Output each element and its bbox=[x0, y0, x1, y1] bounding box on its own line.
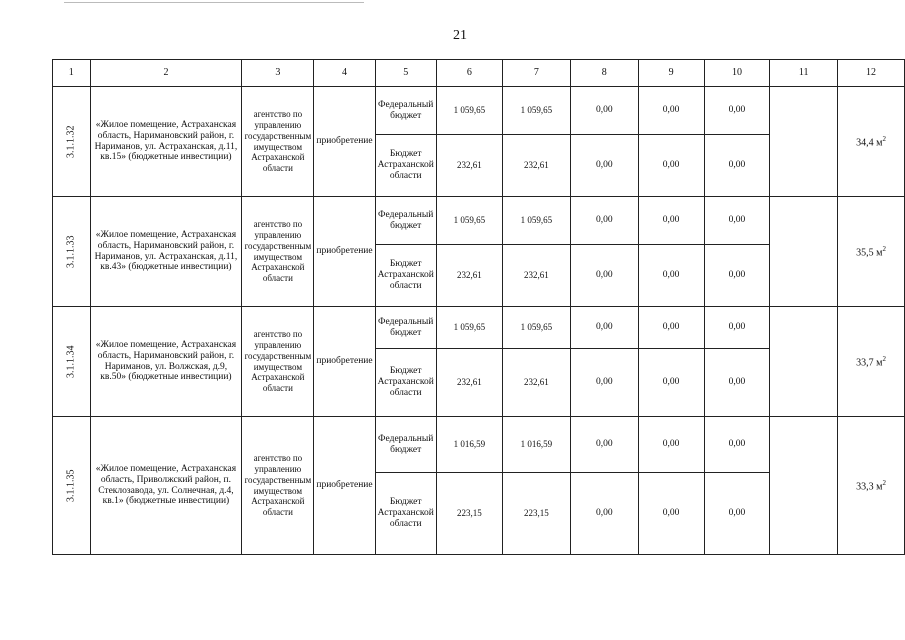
header-row bbox=[53, 60, 905, 87]
budget-source: Бюджет Астраханской области bbox=[375, 473, 436, 555]
object-description: «Жилое помещение, Астраханская область, Наримановский район, г. Нариманов, ул. Волжская, д.9, кв.50» (бюджетные инвестиции) bbox=[90, 307, 242, 417]
action-cell: приобретение bbox=[314, 307, 375, 417]
value-cell: 0,00 bbox=[704, 417, 770, 473]
value-cell: 0,00 bbox=[638, 87, 704, 135]
value-cell: 0,00 bbox=[638, 349, 704, 417]
area-cell: 33,3 $м^2$ bbox=[838, 417, 905, 555]
table-row bbox=[53, 197, 905, 245]
empty-cell bbox=[770, 87, 838, 197]
value-cell: 0,00 bbox=[570, 307, 638, 349]
value-cell: 1 059,65 bbox=[436, 197, 502, 245]
budget-source: Бюджет Астраханской области bbox=[375, 349, 436, 417]
page-number: 21 bbox=[453, 28, 467, 43]
object-description: «Жилое помещение, Астраханская область, Наримановский район, г. Нариманов, ул. Астраханская, д.11, кв.43» (бюджетные инвестиции) bbox=[90, 197, 242, 307]
value-cell: 223,15 bbox=[436, 473, 502, 555]
header-cell: 2 bbox=[90, 60, 242, 87]
value-cell: 1 059,65 bbox=[436, 87, 502, 135]
value-cell: 0,00 bbox=[638, 307, 704, 349]
empty-cell bbox=[770, 197, 838, 307]
value-cell: 0,00 bbox=[704, 307, 770, 349]
action-cell: приобретение bbox=[314, 197, 375, 307]
value-cell: 0,00 bbox=[638, 135, 704, 197]
value-cell: 0,00 bbox=[570, 473, 638, 555]
header-cell: 3 bbox=[242, 60, 314, 87]
agency-cell: агентство по управлению государственным имуществом Астраханской области bbox=[242, 417, 314, 555]
empty-cell bbox=[770, 417, 838, 555]
value-cell: 232,61 bbox=[502, 349, 570, 417]
value-cell: 0,00 bbox=[704, 197, 770, 245]
value-cell: 232,61 bbox=[436, 135, 502, 197]
budget-source: Федеральный бюджет bbox=[375, 307, 436, 349]
table-row bbox=[53, 87, 905, 135]
header-cell: 1 bbox=[53, 60, 91, 87]
header-cell: 7 bbox=[502, 60, 570, 87]
budget-source: Бюджет Астраханской области bbox=[375, 245, 436, 307]
value-cell: 232,61 bbox=[436, 245, 502, 307]
action-cell: приобретение bbox=[314, 87, 375, 197]
value-cell: 1 016,59 bbox=[436, 417, 502, 473]
value-cell: 1 059,65 bbox=[502, 87, 570, 135]
value-cell: 0,00 bbox=[570, 135, 638, 197]
area-cell: 35,5 $м^2$ bbox=[838, 197, 905, 307]
value-cell: 1 059,65 bbox=[436, 307, 502, 349]
value-cell: 0,00 bbox=[638, 197, 704, 245]
header-cell: 8 bbox=[570, 60, 638, 87]
agency-cell: агентство по управлению государственным имуществом Астраханской области bbox=[242, 87, 314, 197]
value-cell: 0,00 bbox=[704, 349, 770, 417]
table-row bbox=[53, 307, 905, 349]
agency-cell: агентство по управлению государственным имуществом Астраханской области bbox=[242, 307, 314, 417]
object-description: «Жилое помещение, Астраханская область, Наримановский район, г. Нариманов, ул. Астраханская, д.11, кв.15» (бюджетные инвестиции) bbox=[90, 87, 242, 197]
value-cell: 223,15 bbox=[502, 473, 570, 555]
object-description: «Жилое помещение, Астраханская область, Приволжский район, п. Стеклозавода, ул. Солнечная, д.4, кв.1» (бюджетные инвестиции) bbox=[90, 417, 242, 555]
action-cell: приобретение bbox=[314, 417, 375, 555]
budget-source: Федеральный бюджет bbox=[375, 197, 436, 245]
header-cell: 4 bbox=[314, 60, 375, 87]
value-cell: 0,00 bbox=[704, 135, 770, 197]
value-cell: 0,00 bbox=[638, 473, 704, 555]
value-cell: 0,00 bbox=[638, 245, 704, 307]
header-cell: 12 bbox=[838, 60, 905, 87]
header-cell: 5 bbox=[375, 60, 436, 87]
area-cell: 33,7 $м^2$ bbox=[838, 307, 905, 417]
value-cell: 0,00 bbox=[570, 87, 638, 135]
value-cell: 232,61 bbox=[436, 349, 502, 417]
value-cell: 232,61 bbox=[502, 245, 570, 307]
value-cell: 0,00 bbox=[704, 245, 770, 307]
value-cell: 0,00 bbox=[570, 197, 638, 245]
value-cell: 1 059,65 bbox=[502, 197, 570, 245]
value-cell: 1 059,65 bbox=[502, 307, 570, 349]
budget-source: Федеральный бюджет bbox=[375, 87, 436, 135]
budget-source: Федеральный бюджет bbox=[375, 417, 436, 473]
value-cell: 0,00 bbox=[570, 245, 638, 307]
agency-cell: агентство по управлению государственным имуществом Астраханской области bbox=[242, 197, 314, 307]
header-cell: 9 bbox=[638, 60, 704, 87]
top-rule bbox=[64, 2, 364, 3]
header-cell: 11 bbox=[770, 60, 838, 87]
header-cell: 10 bbox=[704, 60, 770, 87]
row-number: 3.1.1.32 bbox=[53, 87, 91, 197]
header-cell: 6 bbox=[436, 60, 502, 87]
value-cell: 0,00 bbox=[704, 87, 770, 135]
budget-source: Бюджет Астраханской области bbox=[375, 135, 436, 197]
value-cell: 1 016,59 bbox=[502, 417, 570, 473]
row-number: 3.1.1.33 bbox=[53, 197, 91, 307]
row-number: 3.1.1.35 bbox=[53, 417, 91, 555]
value-cell: 0,00 bbox=[704, 473, 770, 555]
value-cell: 0,00 bbox=[570, 349, 638, 417]
value-cell: 0,00 bbox=[638, 417, 704, 473]
row-number: 3.1.1.34 bbox=[53, 307, 91, 417]
budget-table bbox=[52, 59, 905, 555]
value-cell: 232,61 bbox=[502, 135, 570, 197]
area-cell: 34,4 $м^2$ bbox=[838, 87, 905, 197]
table-row bbox=[53, 417, 905, 473]
empty-cell bbox=[770, 307, 838, 417]
value-cell: 0,00 bbox=[570, 417, 638, 473]
